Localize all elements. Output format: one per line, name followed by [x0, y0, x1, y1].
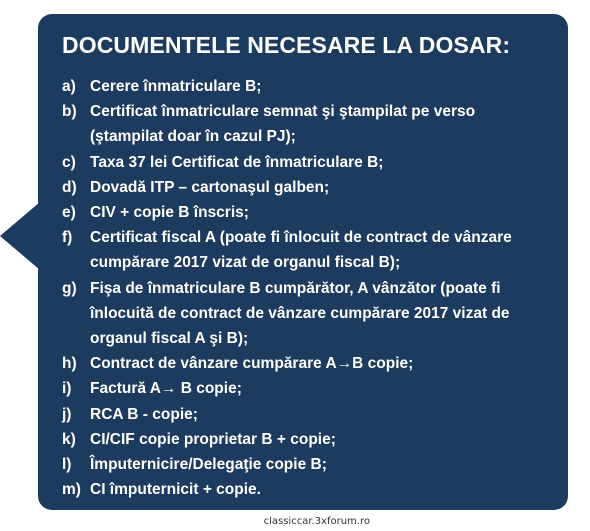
item-text: Fişa de înmatriculare B cumpărător, A vânzător (poate fi înlocuită de contract de vânzare cumpărare 2017 vizat de organul fiscal A şi B); [90, 279, 510, 348]
panel-heading: DOCUMENTELE NECESARE LA DOSAR: [62, 32, 511, 58]
item-text: Dovadă ITP – cartonaşul galben; [90, 178, 330, 196]
callout-pointer [0, 202, 40, 270]
list-item [62, 276, 552, 352]
item-text: Cerere înmatriculare B; [90, 78, 262, 95]
item-marker: e) [62, 204, 76, 222]
list-item [62, 150, 552, 175]
item-marker: i) [62, 380, 72, 398]
item-text: CI/CIF copie proprietar B + copie; [90, 430, 336, 448]
item-marker: f) [62, 229, 73, 247]
item-marker: k) [62, 430, 76, 448]
list-item [62, 200, 552, 225]
item-marker: m) [62, 481, 81, 499]
item-marker: a) [62, 78, 76, 95]
requirements-list [62, 74, 552, 502]
item-marker: b) [62, 103, 77, 121]
item-marker: h) [62, 355, 77, 373]
item-marker: d) [62, 178, 77, 196]
item-text: Certificat fiscal A (poate fi înlocuit de contract de vânzare cumpărare 2017 vizat de organul fiscal B); [90, 229, 512, 272]
list-item [62, 477, 552, 502]
item-marker: c) [62, 153, 76, 171]
item-text: Certificat înmatriculare semnat şi ştampilat pe verso (ştampilat doar în cazul PJ); [90, 103, 476, 146]
item-text: CI împuternicit + copie. [90, 481, 261, 499]
list-item [62, 225, 552, 275]
item-text: Taxa 37 lei Certificat de înmatriculare B; [90, 153, 384, 171]
list-item [62, 427, 552, 452]
list-item [62, 452, 552, 477]
item-text: Împuternicire/Delegaţie copie B; [90, 456, 327, 474]
list-item [62, 175, 552, 200]
item-text: Factură A→ B copie; [90, 380, 242, 398]
list-item [62, 351, 552, 376]
item-marker: j) [62, 405, 72, 423]
item-text: CIV + copie B înscris; [90, 204, 249, 222]
list-item [62, 74, 552, 99]
list-item [62, 402, 552, 427]
list-item [62, 376, 552, 401]
item-marker: g) [62, 279, 77, 297]
site-watermark: classiccar.3xforum.ro [263, 516, 370, 527]
item-text: RCA B - copie; [90, 405, 198, 423]
list-item [62, 99, 552, 149]
item-marker: l) [62, 456, 72, 474]
item-text: Contract de vânzare cumpărare A→B copie; [90, 355, 414, 373]
